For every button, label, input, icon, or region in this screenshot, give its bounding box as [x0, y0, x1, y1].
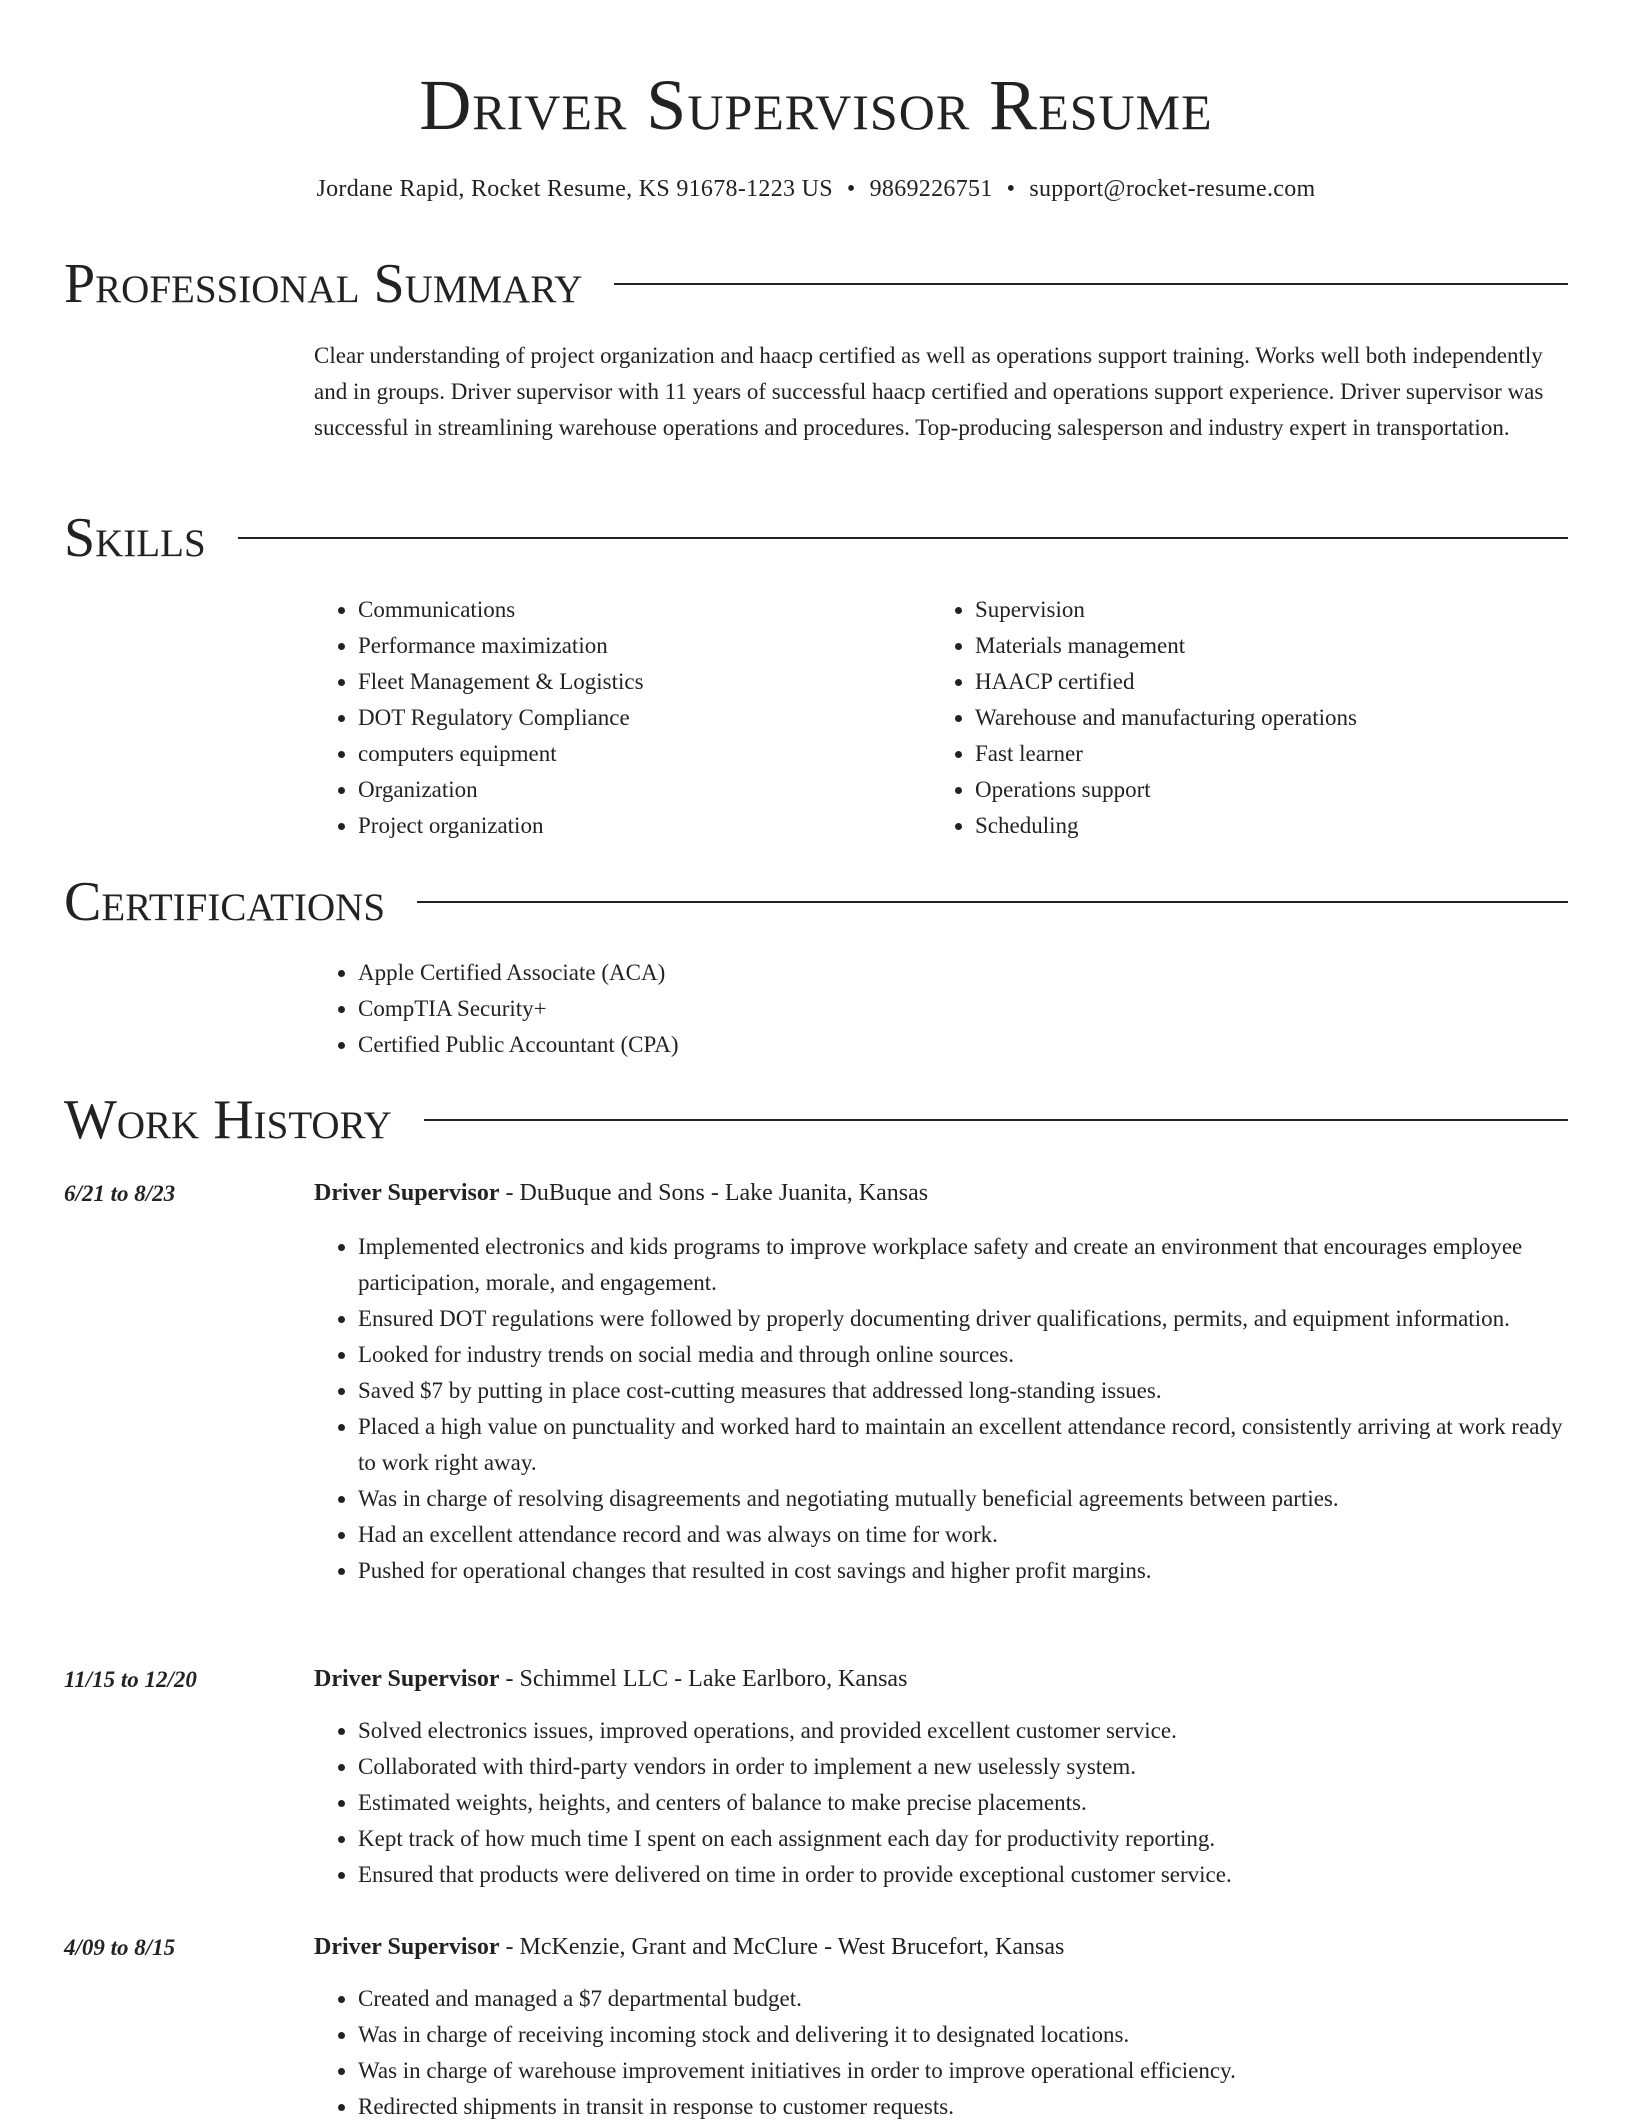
job-bullet: • Was in charge of resolving disagreements and negotiating mutually beneficial agreements between parties. [358, 1481, 1568, 1517]
skill-item: • Organization [358, 772, 874, 808]
job-bullet: • Saved $7 by putting in place cost-cutting measures that addressed long-standing issues. [358, 1373, 1568, 1409]
section-rule [424, 1119, 1568, 1121]
skill-item: • Project organization [358, 808, 874, 844]
skills-heading: Skills [64, 507, 206, 569]
job-title-line [314, 1661, 1568, 1697]
summary-heading: Professional Summary [64, 253, 583, 315]
job-bullet: • Redirected shipments in transit in response to customer requests. [358, 2089, 1568, 2125]
job-bullets [314, 1981, 1568, 2125]
job-role: Driver Supervisor [314, 1180, 500, 1206]
skill-item: • DOT Regulatory Compliance [358, 700, 874, 736]
section-rule [238, 537, 1568, 539]
job-bullet: • Solved electronics issues, improved operations, and provided excellent customer service. [358, 1713, 1568, 1749]
job-bullet: • Ensured that products were delivered on time in order to provide exceptional customer service. [358, 1857, 1568, 1893]
skills-column-right [931, 592, 1491, 844]
skill-item: • Materials management [975, 628, 1491, 664]
job-bullet: • Estimated weights, heights, and centers of balance to make precise placements. [358, 1785, 1568, 1821]
job-bullet: • Looked for industry trends on social media and through online sources. [358, 1337, 1568, 1373]
skill-item: • Fleet Management & Logistics [358, 664, 874, 700]
certifications-section-header [64, 870, 1568, 934]
contact-separator: • [1006, 176, 1016, 202]
job-dates: 6/21 to 8/23 [64, 1181, 176, 1206]
job-bullet: • Implemented electronics and kids programs to improve workplace safety and create an environment that encourages employee participation, morale, and engagement. [358, 1229, 1568, 1301]
work-history-heading: Work History [64, 1089, 392, 1151]
skill-item: • Warehouse and manufacturing operations [975, 700, 1491, 736]
section-rule [417, 901, 1568, 903]
certification-item: • CompTIA Security+ [358, 991, 1568, 1027]
job-role: Driver Supervisor [314, 1666, 500, 1692]
job-bullets [314, 1229, 1568, 1589]
work-history-section-header [64, 1088, 1568, 1152]
job-bullet: • Created and managed a $7 departmental budget. [358, 1981, 1568, 2017]
job-dates: 4/09 to 8/15 [64, 1935, 176, 1960]
job-bullet: • Placed a high value on punctuality and worked hard to maintain an excellent attendance record, consistently arriving at work ready to work right away. [358, 1409, 1568, 1481]
job-role: Driver Supervisor [314, 1934, 500, 1960]
skill-item: • Supervision [975, 592, 1491, 628]
skill-item: • Scheduling [975, 808, 1491, 844]
summary-text: Clear understanding of project organization and haacp certified as well as operations support training. Works well both independently and in groups. Driver supervisor with 11 years of successful haacp certified and operations support experience. Driver supervisor was successful in streamlining warehouse operations and procedures. Top-producing salesperson and industry expert in transportation. [314, 343, 1544, 440]
summary-section-header [64, 252, 1568, 316]
job-bullet: • Was in charge of warehouse improvement initiatives in order to improve operational efficiency. [358, 2053, 1568, 2089]
contact-line [0, 172, 1632, 206]
job-bullet: • Ensured DOT regulations were followed by properly documenting driver qualifications, permits, and equipment information. [358, 1301, 1568, 1337]
skill-item: • Fast learner [975, 736, 1491, 772]
job-bullets [314, 1713, 1568, 1893]
skill-item: • Operations support [975, 772, 1491, 808]
skill-item: • computers equipment [358, 736, 874, 772]
contact-email[interactable]: support@rocket-resume.com [1029, 176, 1316, 202]
certifications-heading: Certifications [64, 871, 386, 933]
contact-phone: 9869226751 [869, 176, 993, 202]
skill-item: • Communications [358, 592, 874, 628]
certification-item: • Certified Public Accountant (CPA) [358, 1027, 1568, 1063]
job-title-line [314, 1929, 1568, 1965]
contact-address: Jordane Rapid, Rocket Resume, KS 91678-1223 US [316, 176, 833, 202]
skill-item: • HAACP certified [975, 664, 1491, 700]
job-employer: - McKenzie, Grant and McClure - West Brucefort, Kansas [499, 1934, 1065, 1960]
skill-item: • Performance maximization [358, 628, 874, 664]
job-employer: - DuBuque and Sons - Lake Juanita, Kansas [499, 1180, 929, 1206]
job-bullet: • Pushed for operational changes that resulted in cost savings and higher profit margins. [358, 1553, 1568, 1589]
skills-section-header [64, 506, 1568, 570]
job-employer: - Schimmel LLC - Lake Earlboro, Kansas [499, 1666, 908, 1692]
job-bullet: • Collaborated with third-party vendors in order to implement a new uselessly system. [358, 1749, 1568, 1785]
section-rule [614, 283, 1568, 285]
contact-separator: • [846, 176, 856, 202]
job-dates: 11/15 to 12/20 [64, 1667, 197, 1692]
job-bullet: • Was in charge of receiving incoming stock and delivering it to designated locations. [358, 2017, 1568, 2053]
resume-title: Driver Supervisor Resume [419, 65, 1213, 145]
skills-column-left [314, 592, 874, 844]
job-bullet: • Kept track of how much time I spent on each assignment each day for productivity reporting. [358, 1821, 1568, 1857]
job-title-line [314, 1175, 1568, 1211]
certification-item: • Apple Certified Associate (ACA) [358, 955, 1568, 991]
certifications-list [314, 955, 1568, 1063]
job-bullet: • Had an excellent attendance record and was always on time for work. [358, 1517, 1568, 1553]
